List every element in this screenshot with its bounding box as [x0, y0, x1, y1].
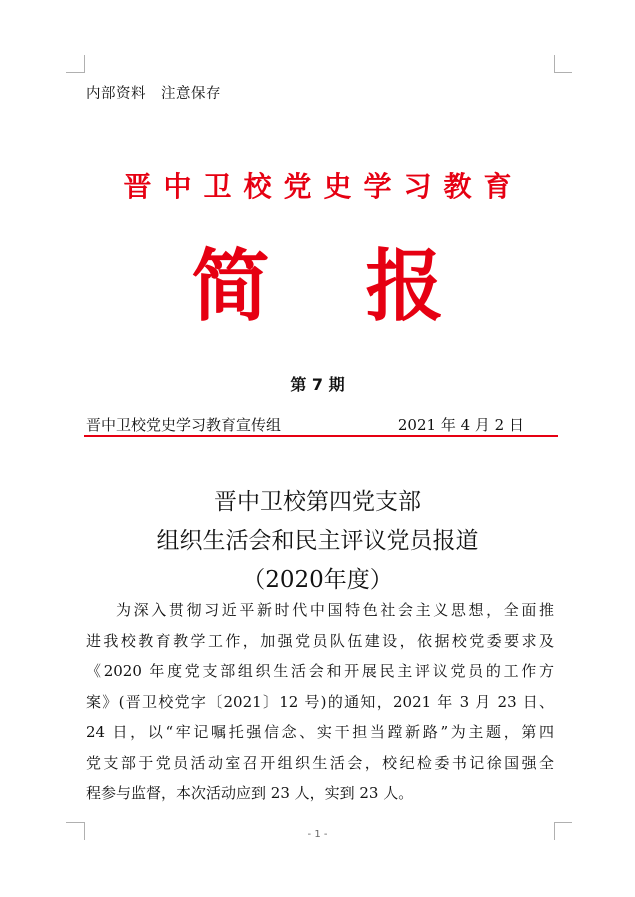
publisher: 晋中卫校党史学习教育宣传组 [86, 416, 282, 434]
crop-mark-bottom-right-h [554, 822, 572, 823]
crop-mark-bottom-left-h [66, 822, 84, 823]
article-title-line: （2020年度） [242, 567, 393, 593]
masthead-title: 晋中卫校党史学习教育 [123, 170, 524, 203]
bulletin-title-char-1: 简 [191, 241, 270, 332]
article-title [0, 483, 635, 600]
article-body [86, 595, 554, 809]
body-line: 案》(晋卫校党字〔2021〕12 号)的通知，2021 年 3 月 23 日、 [86, 692, 554, 711]
bulletin-title-char-2: 报 [365, 241, 444, 332]
bulletin-title [0, 232, 635, 342]
confidentiality-note: 内部资料 注意保存 [86, 86, 221, 102]
body-line: 《2020 年度党支部组织生活会和开展民主评议党员的工作方 [86, 662, 554, 680]
crop-mark-top-right-h [554, 72, 572, 73]
crop-mark-top-left-v [84, 55, 85, 73]
red-divider [84, 435, 558, 437]
body-line: 程参与监督，本次活动应到 23 人，实到 23 人。 [86, 784, 414, 802]
body-line: 24 日，以“牢记嘱托强信念、实干担当蹚新路”为主题，第四 [86, 723, 554, 741]
article-title-line: 组织生活会和民主评议党员报道 [156, 528, 479, 554]
body-line: 为深入贯彻习近平新时代中国特色社会主义思想，全面推 [116, 601, 554, 619]
crop-mark-top-left-h [66, 72, 84, 73]
page-number: - 1 - [307, 829, 328, 840]
body-line: 进我校教育教学工作，加强党员队伍建设，依据校党委要求及 [86, 631, 554, 650]
publish-date: 2021 年 4 月 2 日 [397, 416, 524, 434]
crop-mark-top-right-v [554, 55, 555, 73]
issue-number: 第 7 期 [290, 375, 345, 394]
article-title-line: 晋中卫校第四党支部 [214, 489, 421, 515]
body-line: 党支部于党员活动室召开组织生活会，校纪检委书记徐国强全 [86, 753, 554, 772]
